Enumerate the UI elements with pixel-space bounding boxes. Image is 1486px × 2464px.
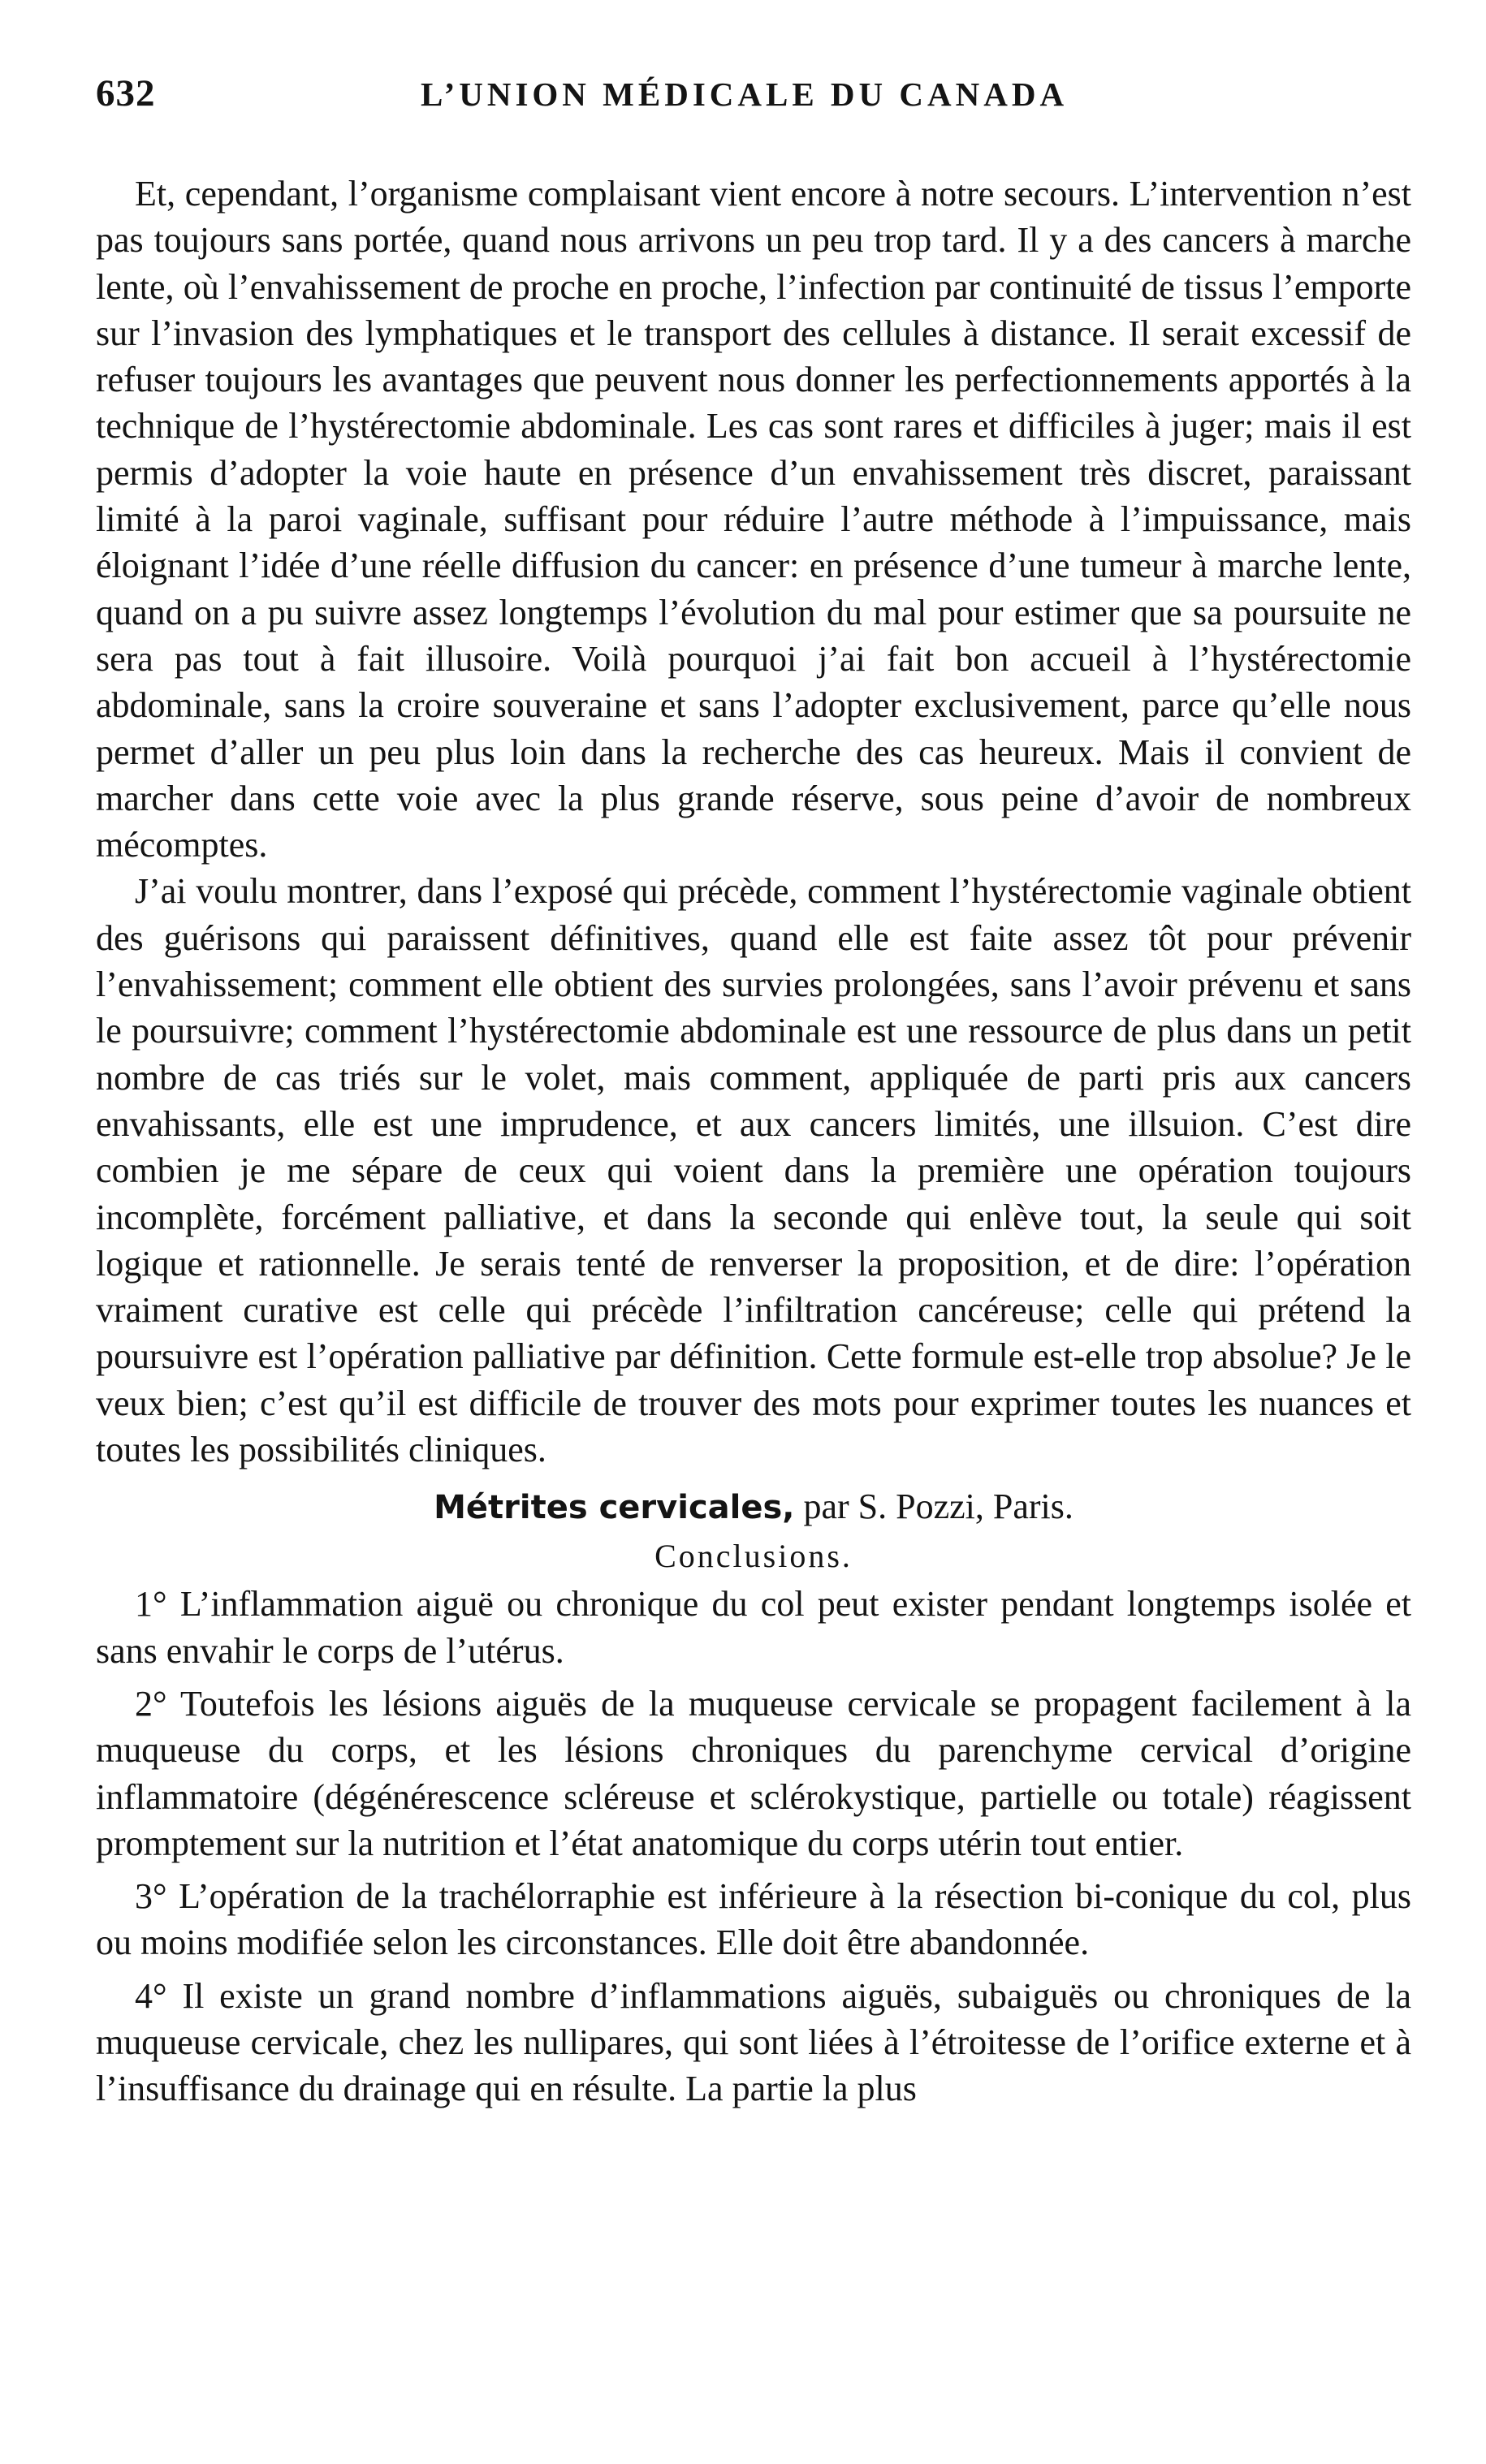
running-head: L’UNION MÉDICALE DU CANADA — [421, 76, 1069, 113]
body-paragraph-2: J’ai voulu montrer, dans l’exposé qui précède, comment l’hystérectomie vaginale obtient des guérisons qui paraissent définitives, quand elle est faite assez tôt pour prévenir l’envahissement; comment elle obtient des survies prolongées, sans l’avoir prévenu et sans le poursuivre; comment l’hystérectomie abdominale est une ressource de plus dans un petit nombre de cas triés sur le volet, mais comment, appliquée de parti pris aux cancers envahissants, elle est une imprudence, et aux cancers limités, une illsuion. C’est dire combien je me sépare de ceux qui voient dans la première une opération toujours incomplète, forcément palliative, et dans la seconde qui enlève tout, la seule qui soit logique et rationnelle. Je serais tenté de renverser la proposition, et de dire: l’opération vraiment curative est celle qui précède l’infiltration cancéreuse; celle qui prétend la poursuivre est l’opération palliative par définition. Cette formule est-elle trop absolue? Je le veux bien; c’est qu’il est difficile de trouver des mots pour exprimer toutes les nuances et toutes les possibilités cliniques. — [96, 871, 1411, 1470]
page-header — [96, 71, 1411, 136]
conclusion-item-4: 4° Il existe un grand nombre d’inflammations aiguës, subaiguës ou chroniques de la muqueuse cervicale, chez les nullipares, qui sont liées à l’étroitesse de l’orifice externe et à l’insuffisance du drainage qui en résulte. La partie la plus — [96, 1975, 1411, 2109]
section-title-bold: Métrites cervicales, — [434, 1489, 795, 1527]
section-title — [96, 1482, 1411, 1532]
section-subheading: Conclusions. — [654, 1538, 853, 1575]
conclusion-item-3: 3° L’opération de la trachélorraphie est inférieure à la résection bi-conique du col, plus ou moins modifiée selon les circonstances. Elle doit être abandonnée. — [96, 1876, 1411, 1963]
section-title-author: par S. Pozzi, Paris. — [794, 1487, 1073, 1527]
conclusion-item-1: 1° L’inflammation aiguë ou chronique du col peut exister pendant longtemps isolée et sans envahir le corps de l’utérus. — [96, 1584, 1411, 1671]
conclusion-item-2: 2° Toutefois les lésions aiguës de la muqueuse cervicale se propagent facilement à la muqueuse du corps, et les lésions chroniques du parenchyme cervical d’origine inflammatoire (dégénérescence scléreuse et sclérokystique, partielle ou totale) réagissent promptement sur la nutrition et l’état anatomique du corps utérin tout entier. — [96, 1683, 1411, 1863]
document-page — [96, 71, 1411, 2112]
body-paragraph-1: Et, cependant, l’organisme complaisant vient encore à notre secours. L’intervention n’est pas toujours sans portée, quand nous arrivons un peu trop tard. Il y a des cancers à marche lente, où l’envahissement de proche en proche, l’infection par continuité de tissus l’emporte sur l’invasion des lymphatiques et le transport des cellules à distance. Il serait excessif de refuser toujours les avantages que peuvent nous donner les perfectionnements apportés à la technique de l’hystérectomie abdominale. Les cas sont rares et difficiles à juger; mais il est permis d’adopter la voie haute en présence d’un envahissement très discret, paraissant limité à la paroi vaginale, suffisant pour réduire l’autre méthode à l’impuissance, mais éloignant l’idée d’une réelle diffusion du cancer: en présence d’une tumeur à marche lente, quand on a pu suivre assez longtemps l’évolution du mal pour estimer que sa poursuite ne sera pas tout à fait illusoire. Voilà pourquoi j’ai fait bon accueil à l’hystérectomie abdominale, sans la croire souveraine et sans l’adopter exclusivement, parce qu’elle nous permet d’aller un peu plus loin dans la recherche des cas heureux. Mais il convient de marcher dans cette voie avec la plus grande réserve, sous peine d’avoir de nombreux mécomptes. — [96, 174, 1411, 865]
page-number: 632 — [96, 72, 156, 114]
